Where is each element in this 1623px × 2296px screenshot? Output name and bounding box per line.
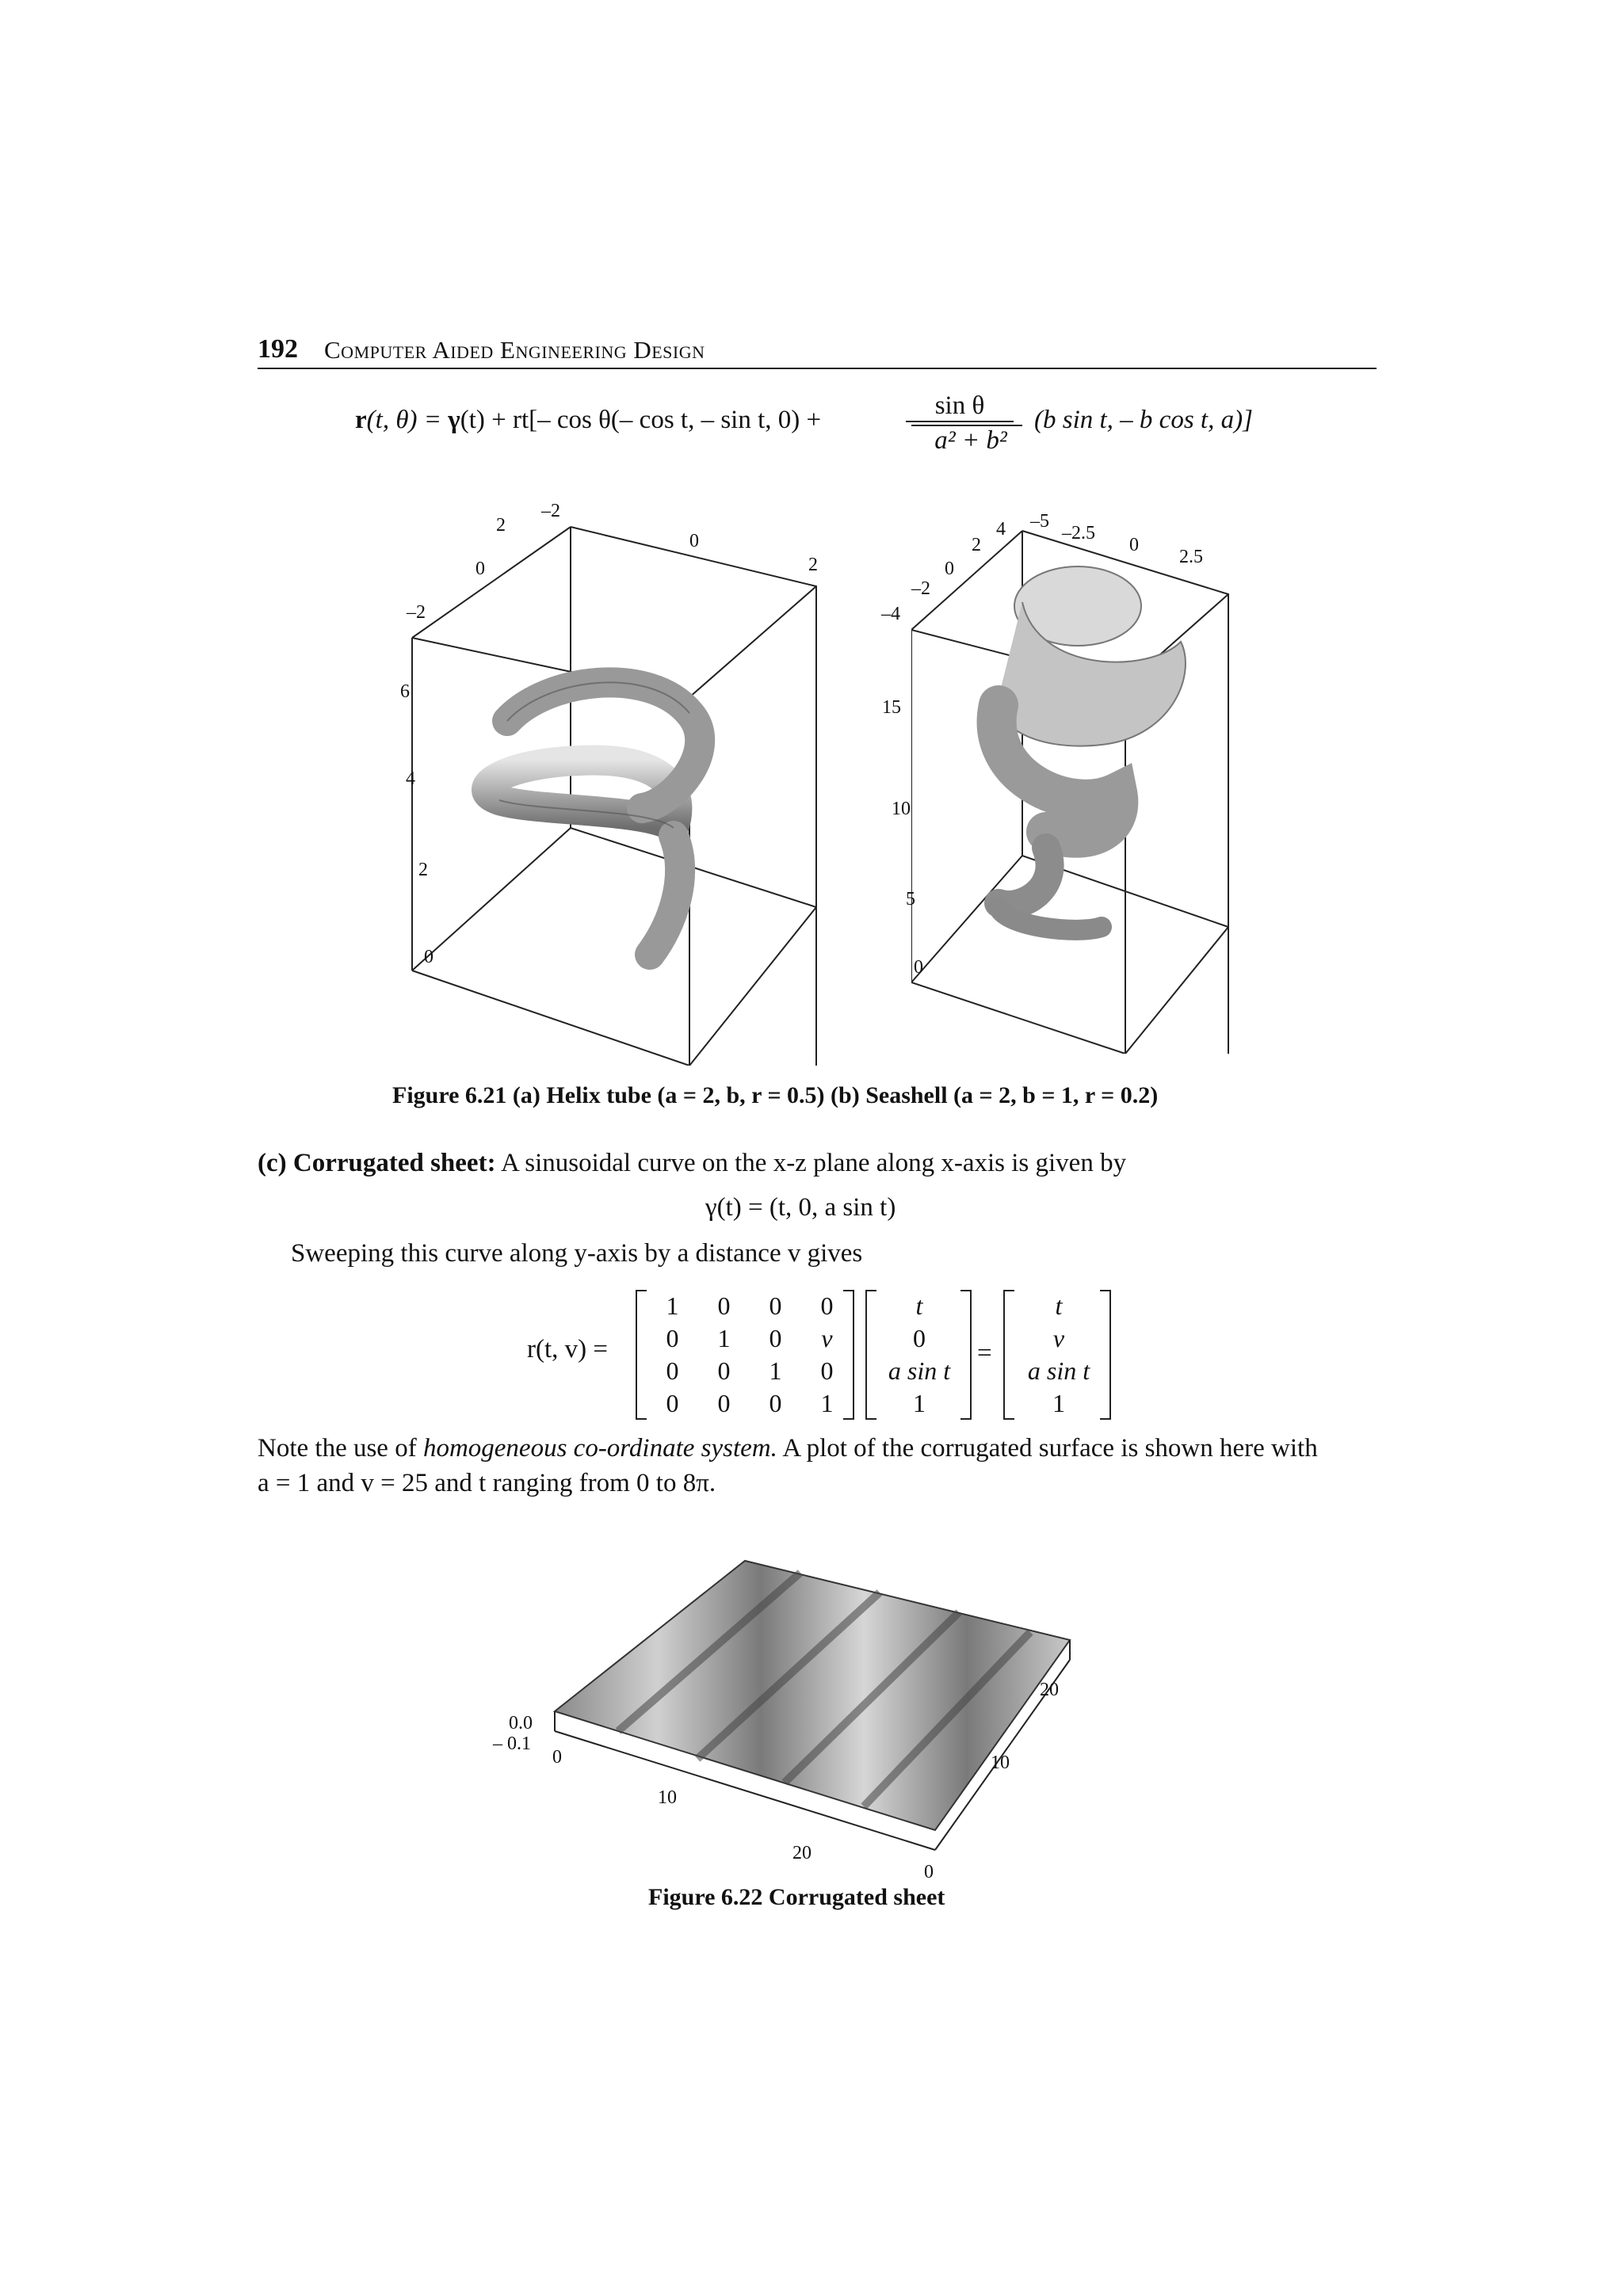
tick-label: 2 xyxy=(972,535,981,555)
section-c-label: (c) Corrugated sheet: xyxy=(258,1149,496,1177)
tick-label: 0 xyxy=(552,1747,562,1768)
running-title: Computer Aided Engineering Design xyxy=(324,336,705,364)
matrix-left-bracket xyxy=(636,1290,647,1420)
matrix-lhs: r(t, v) = xyxy=(527,1335,608,1363)
vector-cell: 0 xyxy=(913,1324,926,1352)
tick-label: 0 xyxy=(475,559,485,579)
matrix-cell: 0 xyxy=(769,1291,782,1320)
sheet-surface xyxy=(555,1561,1070,1830)
eq-rest: (t) + rt[– cos θ(– cos t, – sin t, 0) + xyxy=(460,406,822,434)
seashell-surface xyxy=(997,566,1186,930)
matrix-cell: 0 xyxy=(820,1356,834,1385)
matrix-cell: 0 xyxy=(666,1356,679,1385)
tick-label: 0 xyxy=(924,1862,934,1882)
tick-label: 2 xyxy=(418,860,428,880)
tick-label: 2 xyxy=(496,515,506,536)
eq-tail: (b sin t, – b cos t, a)] xyxy=(1034,406,1253,434)
tick-label: 0.0 xyxy=(509,1713,533,1733)
tick-label: 0 xyxy=(945,559,954,579)
tick-label: 10 xyxy=(991,1753,1010,1773)
helix-tube-plot xyxy=(388,495,832,1066)
r-symbol: r xyxy=(355,406,367,434)
section-c-paragraph xyxy=(258,1146,1126,1180)
matrix-cell: 1 xyxy=(820,1389,834,1417)
note-part1: Note the use of xyxy=(258,1434,423,1463)
helix-tube xyxy=(487,682,700,955)
tick-label: 6 xyxy=(400,681,410,702)
tick-label: 10 xyxy=(892,799,911,819)
tick-label: –5 xyxy=(1030,511,1049,532)
matrix-cell: v xyxy=(821,1324,833,1352)
note-part2: A plot of the corrugated surface is shown here with xyxy=(777,1434,1318,1463)
figure-6-22-caption: Figure 6.22 Corrugated sheet xyxy=(648,1884,945,1910)
vector-2 xyxy=(1011,1291,1106,1418)
matrix-cell: 0 xyxy=(666,1389,679,1417)
tick-label: 0 xyxy=(1129,535,1139,555)
tick-label: 20 xyxy=(792,1843,812,1863)
tick-label: 10 xyxy=(658,1787,677,1808)
vector-cell: a sin t xyxy=(888,1356,951,1385)
matrix-right-bracket xyxy=(843,1290,854,1420)
seashell-plot xyxy=(911,515,1244,1054)
tick-label: –2 xyxy=(407,602,426,623)
vector-cell: t xyxy=(915,1291,923,1320)
tick-label: –2 xyxy=(911,578,930,599)
tick-label: –2.5 xyxy=(1062,523,1095,543)
sweep-text: Sweeping this curve along y-axis by a distance v gives xyxy=(291,1239,863,1268)
tick-label: 2 xyxy=(808,555,818,575)
page-number: 192 xyxy=(258,334,298,364)
tick-label: 2.5 xyxy=(1179,547,1203,567)
transform-matrix xyxy=(647,1291,853,1418)
gamma-symbol: γ xyxy=(448,406,460,434)
tick-label: –2 xyxy=(541,501,560,521)
matrix-cell: 0 xyxy=(769,1324,782,1352)
fraction-denominator: a² + b² xyxy=(911,425,1022,456)
tick-label: 0 xyxy=(914,957,923,978)
vector-cell: a sin t xyxy=(1027,1356,1090,1385)
tick-label: –4 xyxy=(881,604,900,624)
matrix-cell: 0 xyxy=(717,1356,731,1385)
vector2-right-bracket xyxy=(1100,1290,1111,1420)
tick-label: 20 xyxy=(1040,1680,1059,1700)
matrix-cell: 1 xyxy=(769,1356,782,1385)
note-italic: homogeneous co-ordinate system. xyxy=(422,1434,777,1463)
corrugated-sheet-plot xyxy=(539,1529,1078,1878)
running-header xyxy=(258,331,1377,369)
tick-label: 0 xyxy=(689,531,699,551)
vector1-right-bracket xyxy=(960,1290,972,1420)
matrix-cell: 0 xyxy=(769,1389,782,1417)
tick-label: 5 xyxy=(906,889,915,910)
matrix-cell: 1 xyxy=(666,1291,679,1320)
note-line2: a = 1 and v = 25 and t ranging from 0 to 8π. xyxy=(258,1469,716,1497)
tick-label: 4 xyxy=(406,769,415,789)
matrix-cell: 0 xyxy=(820,1291,834,1320)
matrix-cell: 0 xyxy=(717,1291,731,1320)
tick-label: 0 xyxy=(424,947,433,967)
figure-6-21-caption: Figure 6.21 (a) Helix tube (a = 2, b, r = 0.5) (b) Seashell (a = 2, b = 1, r = 0.2) xyxy=(392,1082,1159,1108)
fraction-numerator: sin θ xyxy=(906,391,1014,422)
matrix-cell: 0 xyxy=(666,1324,679,1352)
vector-cell: t xyxy=(1055,1291,1063,1320)
tick-label: 4 xyxy=(996,519,1006,540)
vector-cell: v xyxy=(1052,1324,1065,1352)
matrix-cell: 0 xyxy=(717,1389,731,1417)
note-paragraph xyxy=(258,1431,1383,1501)
eq-args: (t, θ) = xyxy=(366,406,449,434)
equals-sign: = xyxy=(977,1339,992,1367)
vector-1 xyxy=(875,1291,964,1418)
equation-r-t-theta xyxy=(355,406,821,435)
tick-label: – 0.1 xyxy=(493,1733,531,1754)
matrix-cell: 1 xyxy=(717,1324,731,1352)
gamma-equation: γ(t) = (t, 0, a sin t) xyxy=(705,1193,896,1222)
vector-cell: 1 xyxy=(1052,1389,1065,1417)
tick-label: 15 xyxy=(882,697,901,718)
section-c-text: A sinusoidal curve on the x-z plane along x-axis is given by xyxy=(495,1149,1127,1177)
vector-cell: 1 xyxy=(913,1389,926,1417)
